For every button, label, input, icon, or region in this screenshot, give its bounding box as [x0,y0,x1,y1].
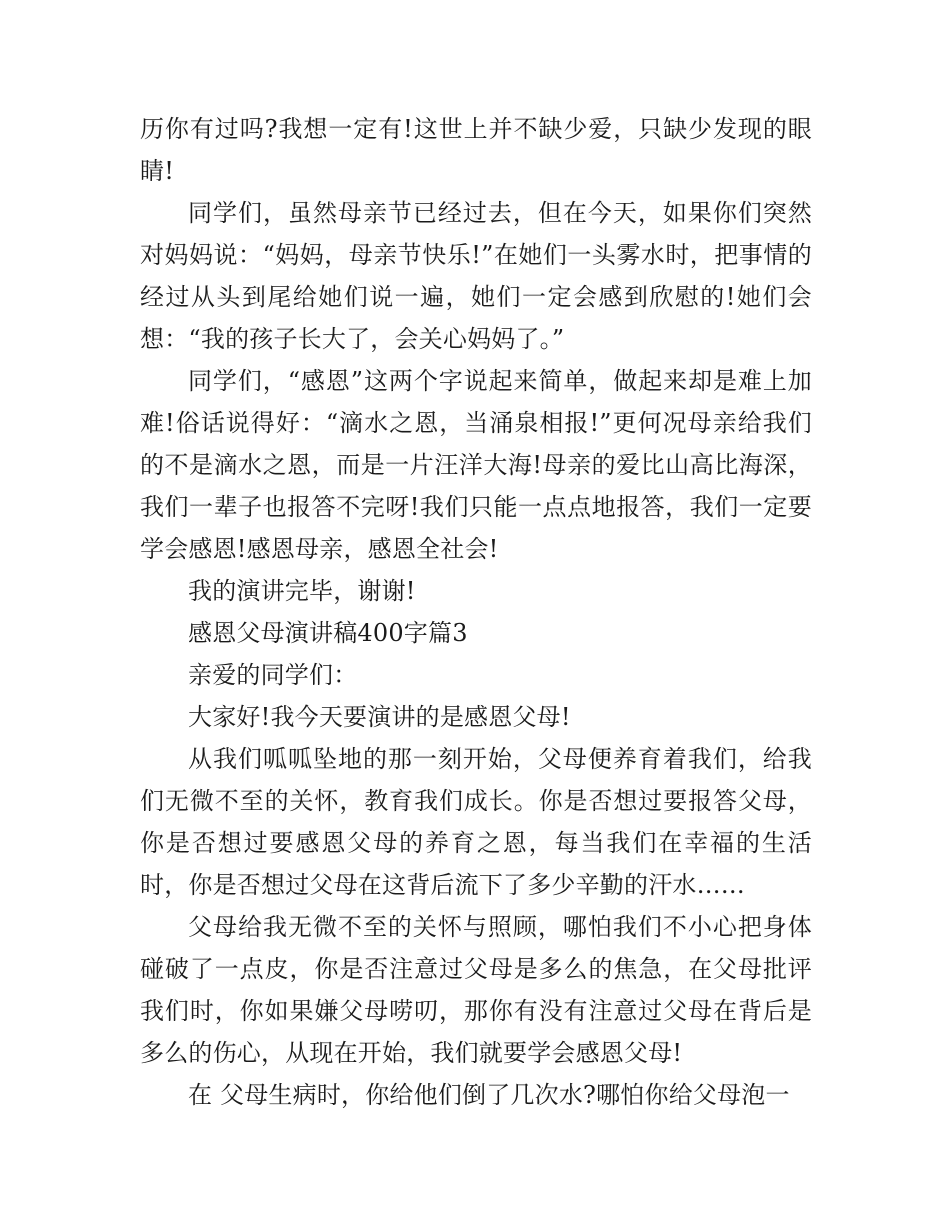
document-body [140,108,812,1116]
paragraph-4: 我的演讲完毕，谢谢! [188,577,416,605]
paragraph-10: 在 父母生病时，你给他们倒了几次水?哪怕你给父母泡一 [188,1081,790,1109]
paragraph-3: 同学们，“感恩”这两个字说起来简单，做起来却是难上加难!俗话说得好：“滴水之恩，当涌泉相报!”更何况母亲给我们的不是滴水之恩，而是一片汪洋大海!母亲的爱比山高比海深，我们一辈子也报答不完呀!我们只能一点点地报答，我们一定要学会感恩!感恩母亲，感恩全社会! [140,367,812,563]
paragraph-9: 父母给我无微不至的关怀与照顾，哪怕我们不小心把身体碰破了一点皮，你是否注意过父母是多么的焦急，在父母批评我们时，你如果嫌父母唠叨，那你有没有注意过父母在背后是多么的伤心，从现在开始，我们就要学会感恩父母! [140,913,812,1067]
salutation: 亲爱的同学们： [188,661,358,689]
paragraph-1: 历你有过吗?我想一定有!这世上并不缺少爱，只缺少发现的眼睛! [140,115,812,185]
section-heading: 感恩父母演讲稿400字篇3 [188,619,468,647]
paragraph-8: 从我们呱呱坠地的那一刻开始，父母便养育着我们，给我们无微不至的关怀，教育我们成长。你是否想过要报答父母，你是否想过要感恩父母的养育之恩，每当我们在幸福的生活时，你是否想过父母在这背后流下了多少辛勤的汗水…… [140,745,812,899]
paragraph-7: 大家好!我今天要演讲的是感恩父母! [188,703,571,731]
paragraph-2: 同学们，虽然母亲节已经过去，但在今天，如果你们突然对妈妈说：“妈妈，母亲节快乐!”在她们一头雾水时，把事情的经过从头到尾给她们说一遍，她们一定会感到欣慰的!她们会想：“我的孩子长大了，会关心妈妈了。” [140,199,812,353]
